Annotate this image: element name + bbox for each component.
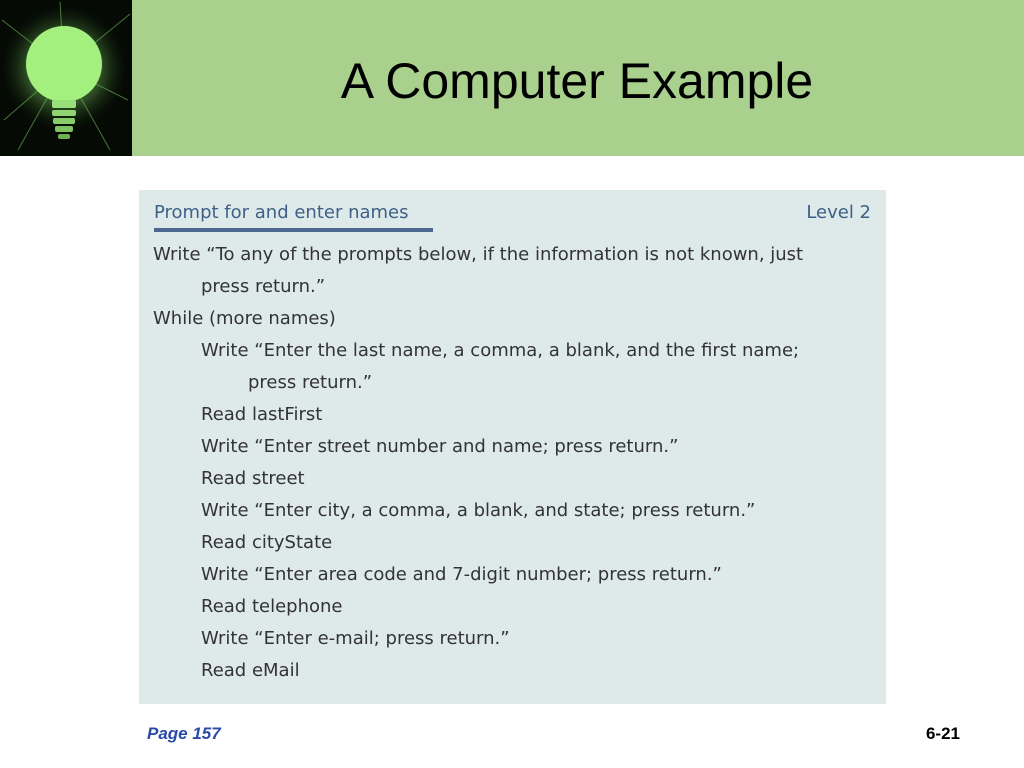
lightbulb-icon [0,0,132,156]
panel-heading: Prompt for and enter names [154,202,409,223]
code-line: Write “Enter street number and name; press return.” [201,436,679,457]
heading-underline [154,228,433,232]
code-line: Read cityState [201,532,333,553]
code-line: Read eMail [201,660,300,681]
pseudocode-panel [139,190,886,704]
slide-title: A Computer Example [340,53,814,109]
code-line: Write “To any of the prompts below, if the information is not known, just [153,244,804,265]
code-line: Write “Enter e-mail; press return.” [201,628,510,649]
panel-level: Level 2 [806,202,871,223]
code-line: Write “Enter area code and 7-digit number; press return.” [201,564,722,585]
code-line: press return.” [248,372,373,393]
code-line: Read street [201,468,305,489]
code-line: Read telephone [201,596,343,617]
code-line: Write “Enter city, a comma, a blank, and state; press return.” [201,500,756,521]
code-line: Read lastFirst [201,404,323,425]
code-line: While (more names) [153,308,336,329]
page-reference: Page 157 [147,724,221,743]
code-line: press return.” [201,276,326,297]
code-line: Write “Enter the last name, a comma, a blank, and the first name; [201,340,800,361]
slide-number: 6-21 [925,724,960,743]
slide-header [0,0,1024,156]
